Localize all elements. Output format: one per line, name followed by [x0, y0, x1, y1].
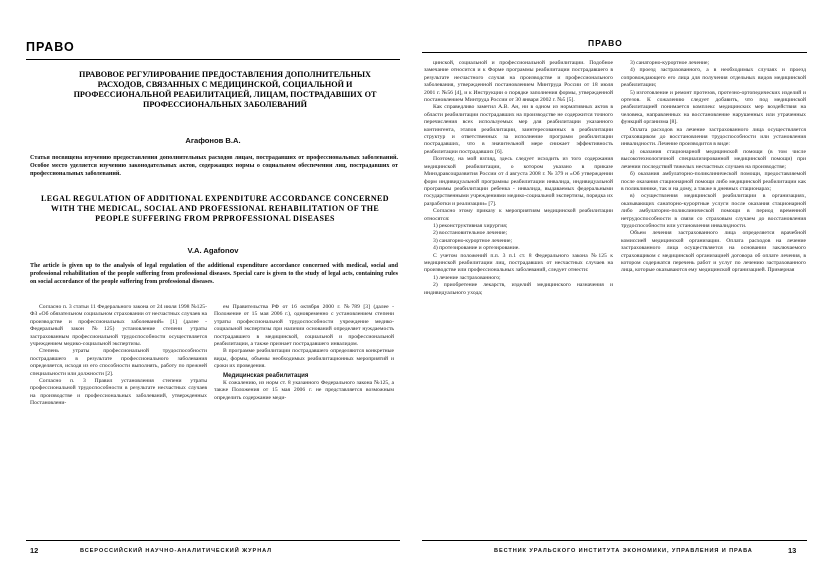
- list-item: 3) санаторно-курортное лечение;: [630, 60, 710, 66]
- footer-rule: [26, 540, 400, 541]
- paragraph: Согласно п. 3 Правил установления степени утраты профессиональной трудоспособности в результате несчастных случаев на производстве и профессиональных заболеваний, утвержденных Постановлени-: [30, 378, 207, 407]
- list-item: в) осуществления медицинской реабилитации в организациях, оказывающих санаторно-курортные услуги после оказания стационарной либо амбулаторно-поликлинической помощи в период временной нетрудоспособности в связи со страховым случаем до восстановления трудоспособности или установления инвалидности.: [621, 193, 806, 229]
- section-label: ПРАВО: [588, 38, 623, 48]
- list-item: 1) лечение застрахованного;: [433, 274, 501, 281]
- abstract-en: The article is given up to the analysis of legal regulation of the additional expenditure accordance concerned with medical, social and professional rehabilitation of the people suffering from professional diseases. Special care is given to the study of legal acts, containing rules on social accordance of the people suffering from professional diseases.: [30, 263, 398, 285]
- list-item: 2) приобретение лекарств, изделий медицинского назначения и индивидуального ухода;: [424, 282, 613, 296]
- header-rule: [26, 59, 400, 60]
- paragraph: ем Правительства РФ от 16 октября 2000 г. №789 [3] (далее - Положение от 15 мая 2006 г.), одновременно с установлением степени утраты профессиональной трудоспособности учреждение медико-социальной экспертизы при наличии оснований определяет нуждаемость пострадавшего в медицинской, социальной и профессиональной реабилитации, а также признает пострадавшего инвалидом.: [214, 304, 394, 348]
- section-label: ПРАВО: [26, 40, 75, 54]
- body-column-1: [424, 60, 613, 297]
- paragraph: Поэтому, на мой взгляд, здесь следует исходить из того содержания медицинской реабилитации, о котором указано в приказе Минздравсоцразвития России от 4 августа 2008 г. № 379 н «Об утверждении форм индивидуальной программы реабилитации инвалида, индивидуальной программы реабилитации ребенка - инвалида, выдаваемых федеральными государственными учреждениями медико-социальной экспертизы, порядка их разработки и реализации» [7].: [424, 156, 613, 207]
- paragraph: Согласно этому приказу к мероприятиям медицинской реабилитации относятся:: [424, 208, 613, 222]
- article-title-ru: ПРАВОВОЕ РЕГУЛИРОВАНИЕ ПРЕДОСТАВЛЕНИЯ ДОПОЛНИТЕЛЬНЫХ РАСХОДОВ, СВЯЗАННЫХ С МЕДИЦИНСКОЙ, СОЦИАЛЬНОЙ И ПРОФЕССИОНАЛЬНОЙ РЕАБИЛИТАЦИЕЙ, ЛИЦАМ, ПОСТРАДАВШИХ ОТ ПРОФЕССИОНАЛЬНЫХ ЗАБОЛЕВАНИЙ: [73, 70, 377, 109]
- page-number: 12: [30, 546, 39, 555]
- paragraph: С учетом положений п.п. 3 п.1 ст. 8 Федерального закона №125 к медицинской реабилитации лиц, пострадавших от несчастных случаев на производстве или профессиональных заболеваний, следует отнести:: [424, 252, 613, 274]
- header-rule: [422, 52, 807, 53]
- abstract-ru: Статья посвящена изучению предоставления дополнительных расходов лицам, пострадавших от профессиональных заболеваний. Особое место уделяется изучению законодательных актов, содержащих нормы о социальном обеспечении лиц, пострадавших от профессиональных заболеваний.: [30, 155, 398, 177]
- paragraph: цинской, социальной и профессиональной реабилитации. Подобное замечание относится и к Форме программы реабилитации пострадавшего в результате несчастного случая на производстве и профессионального заболевания, утвержденной постановлением Минтруда России от 18 июля 2001 г. №56 [4], и к Инструкции о порядке заполнения формы, утвержденной постановлением Минтруда России от 30 января 2002 г. №5 [5].: [424, 60, 613, 104]
- list-item: 1) реконструктивная хирургия;: [433, 222, 508, 229]
- paragraph: Объем лечения застрахованного лица определяется врачебной комиссией медицинской организации. Оплата расходов на лечение застрахованного лица осуществляется на основании заключаемого страховщиком с медицинской организацией договора об оплате лечения, в котором содержатся перечень работ и услуг по лечению застрахованного лица, которые оказываются ему медицинской организацией. Примерная: [621, 230, 806, 274]
- subsection-heading: Медицинская реабилитация: [223, 371, 309, 379]
- list-item: 5) изготовление и ремонт протезов, протезно-ортопедических изделий и ортезов. К сожалению следует добавить, что под медицинской реабилитацией понимается комплекс медицинских мер воздействия на человека, направленных на восстановление нарушенных или утраченных функций организма [8].: [621, 89, 806, 126]
- article-title-en: LEGAL REGULATION OF ADDITIONAL EXPENDITURE ACCORDANCE CONCERNED WITH THE MEDICAL, SOCIAL AND PROFESSIONAL REHABILITATION OF THE PEOPLE SUFFERING FROM PRPROFESSIONAL DISEASES: [41, 194, 389, 224]
- author-ru: Агафонов В.А.: [185, 136, 241, 145]
- paragraph: Согласно п. 3 статьи 11 Федерального закона от 24 июля 1998 №125-ФЗ «Об обязательном социальном страховании от несчастных случаев на производстве и профессиональных заболеваний» [1] (далее - Федеральный закон №125) установление степени утраты застрахованным профессиональной трудоспособности осуществляется учреждением медико-социальной экспертизы.: [30, 304, 207, 348]
- paragraph: Степень утраты профессиональной трудоспособности пострадавшего в результате профессионального заболевания определяется, исходя из его способности выполнять, работу по прежней специальности или должности [2].: [30, 348, 207, 377]
- journal-footer: ВСЕРОССИЙСКИЙ НАУЧНО-АНАЛИТИЧЕСКИЙ ЖУРНАЛ: [80, 548, 272, 554]
- paragraph: В программе реабилитации пострадавшего определяются конкретные виды, формы, объемы необходимых реабилитационных мероприятий и сроки их проведения.: [214, 348, 394, 370]
- list-item: 4) протезирование и ортезирование.: [433, 245, 520, 252]
- paragraph: К сожалению, из норм ст. 8 указанного Федерального закона №125, а также Положения от 15 мая 2006 г. не представляется возможным определить содержание меди-: [214, 380, 394, 401]
- right-page: [410, 0, 820, 579]
- page-number: 13: [788, 546, 797, 555]
- list-item: 2) восстановительное лечение;: [433, 230, 508, 237]
- list-item: 3) санаторно-курортное лечение;: [433, 237, 513, 244]
- paragraph: Оплата расходов на лечение застрахованного лица осуществляется страховщиком до восстановления трудоспособности или установления инвалидности. Лечение производится в виде:: [621, 126, 806, 148]
- list-item: а) оказания стационарной медицинской помощи (в том числе высокотехнологичной специализированной медицинской помощи) при лечении последствий тяжелых несчастных случаев на производстве;: [621, 148, 806, 170]
- footer-rule: [422, 540, 807, 541]
- body-column-2: [621, 60, 806, 275]
- list-item: 4) проезд застрахованного, а в необходимых случаях и проезд сопровождающего его лица для получения отдельных видов медицинской реабилитации;: [621, 67, 806, 89]
- body-column-1: [30, 304, 207, 408]
- body-column-2: [214, 304, 394, 402]
- author-en: V.A. Agafonov: [187, 246, 239, 255]
- list-item: б) оказания амбулаторно-поликлинической помощи, предоставляемой после оказания стационарной помощи либо медицинской реабилитации как в поликлинике, так и на дому, а также в дневных стационарах;: [621, 171, 806, 192]
- journal-footer: ВЕСТНИК УРАЛЬСКОГО ИНСТИТУТА ЭКОНОМИКИ, УПРАВЛЕНИЯ И ПРАВА: [494, 548, 753, 554]
- paragraph: Как справедливо заметил А.В. Ан, ни в одном из нормативных актов в области реабилитации пострадавших на производстве не содержится точного перечисления всех используемых мер для реабилитации указанного контингента, этапов реабилитации, заинтересованных в реабилитации структур и ответственных за исполнение программ реабилитации пострадавших, что в значительной мере снижает эффективность реабилитации пострадавших [6].: [424, 104, 613, 155]
